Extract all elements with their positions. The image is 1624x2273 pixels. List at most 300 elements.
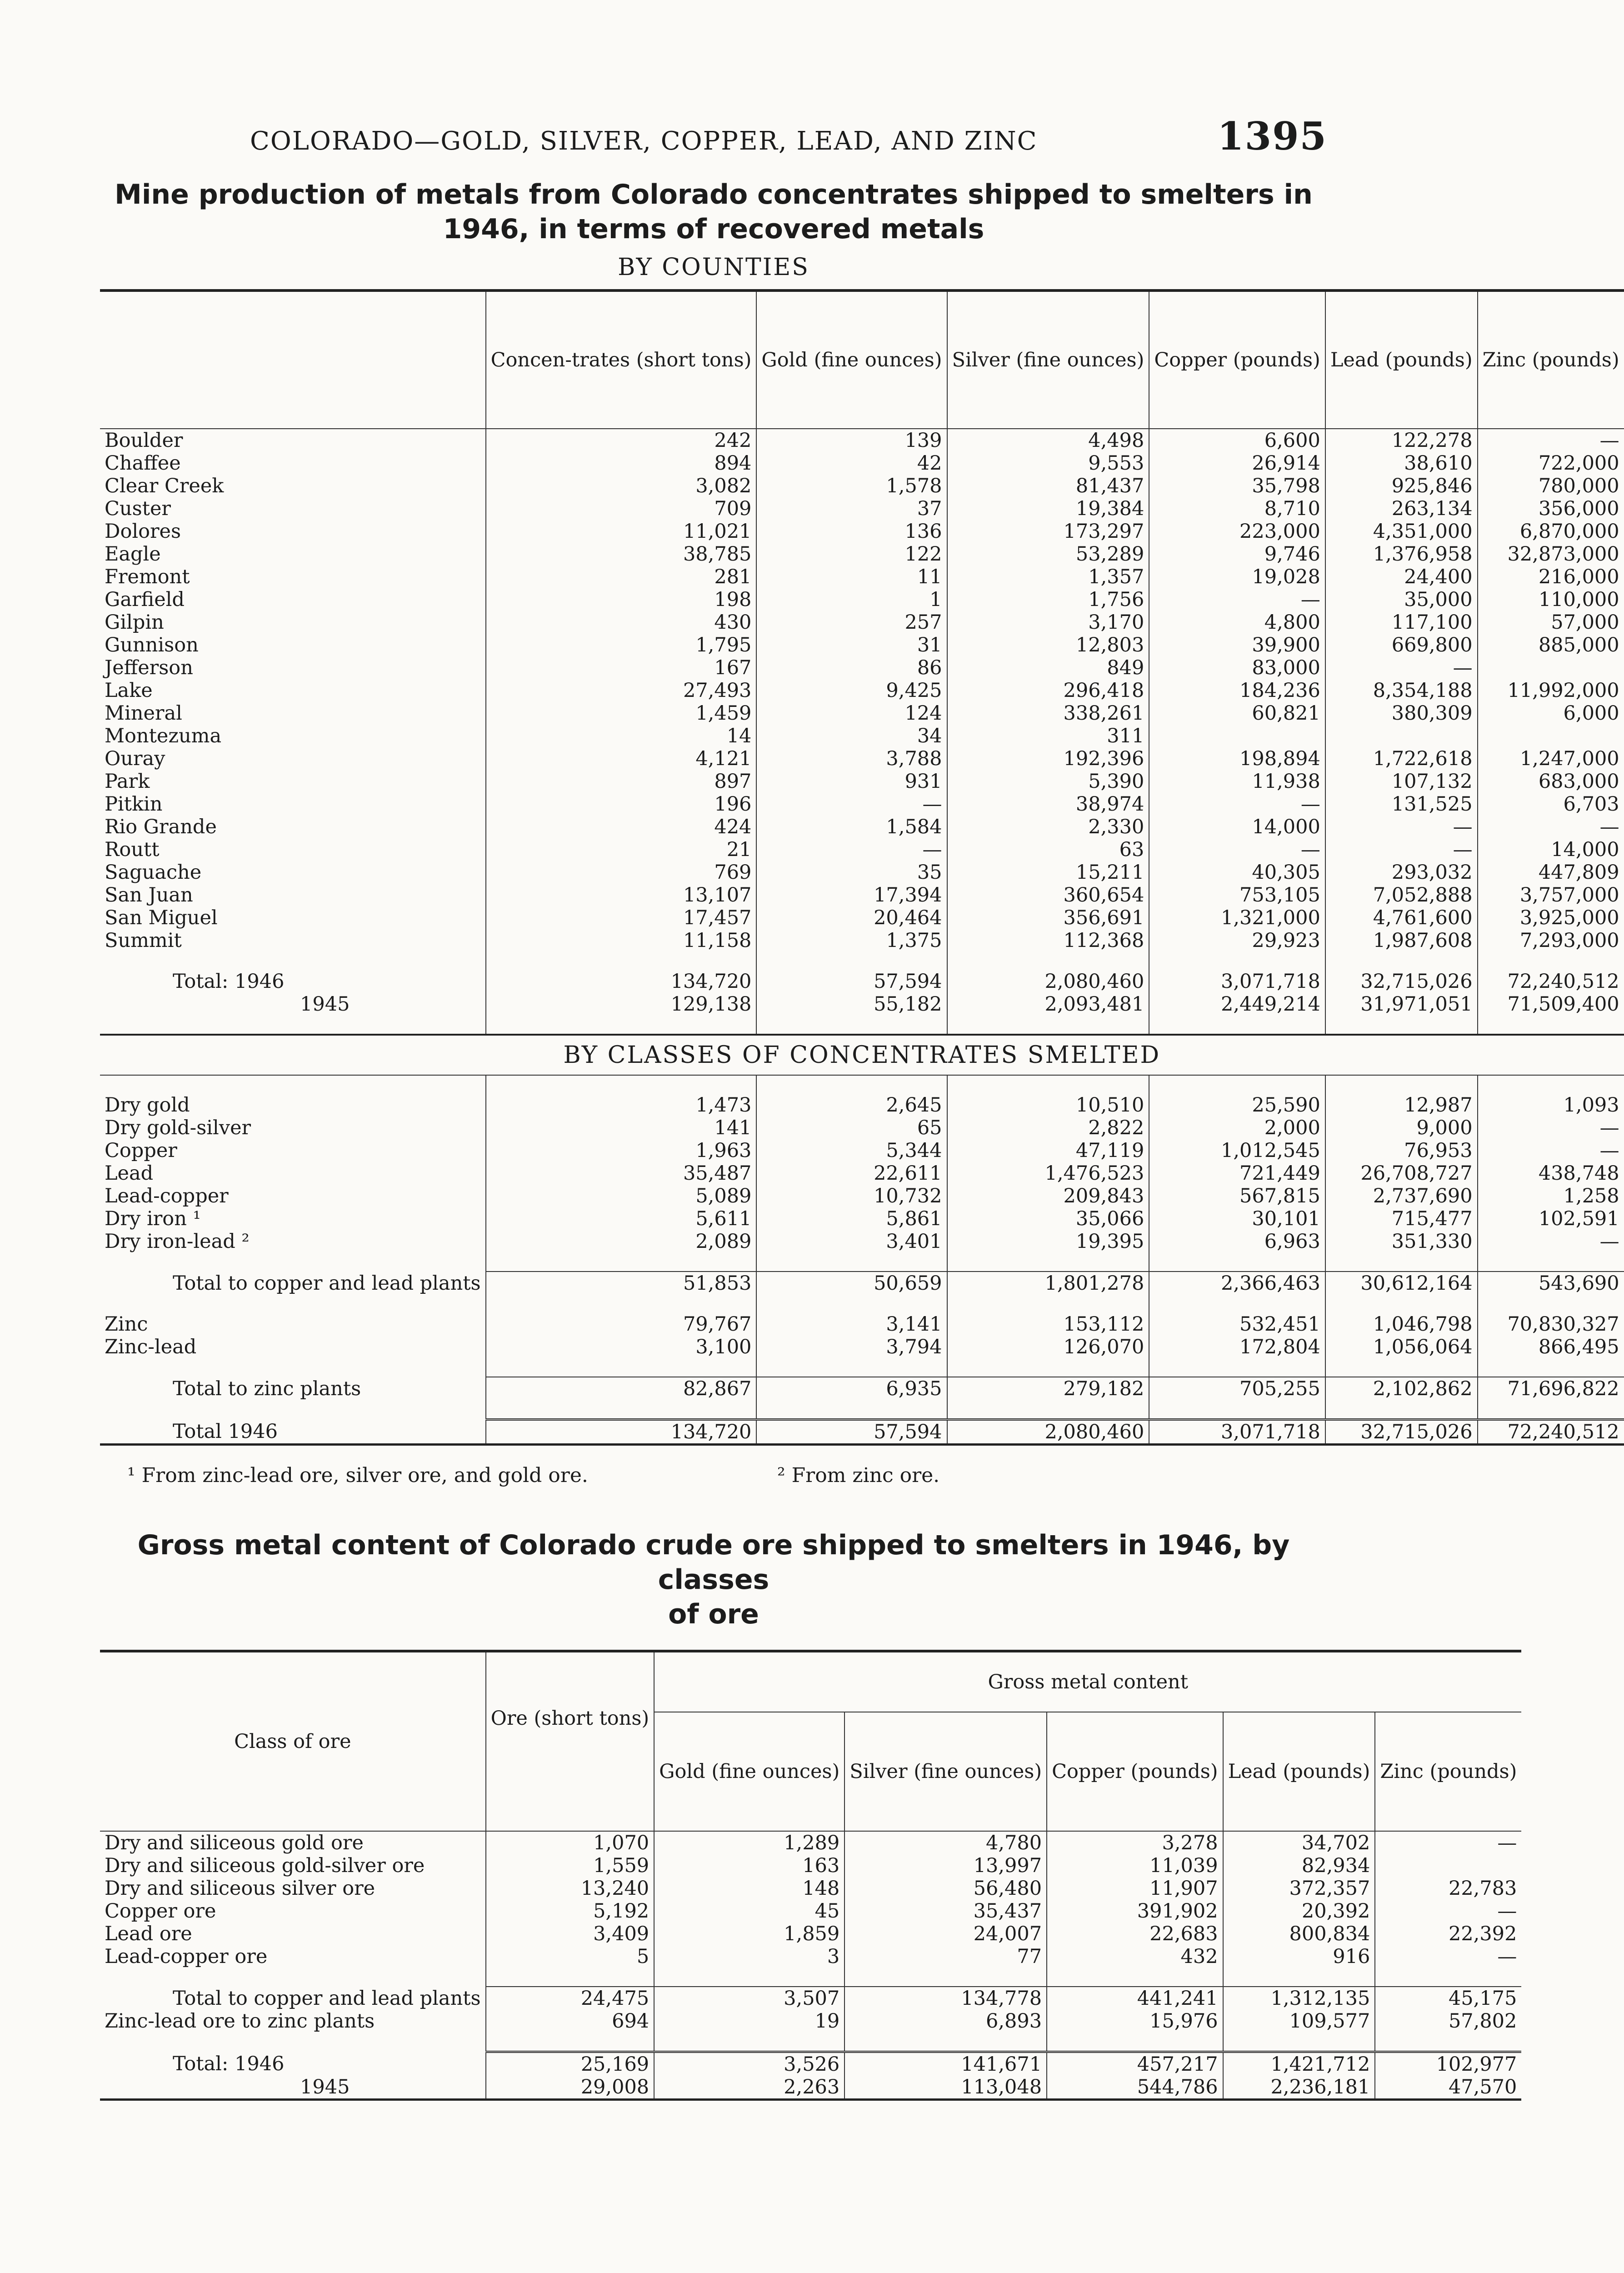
row-label: Zinc-lead [105,1336,197,1358]
cell-s: 77 [844,1945,1047,1968]
running-title: COLORADO—GOLD, SILVER, COPPER, LEAD, AND ZINC [250,126,1038,156]
row-label: Copper [105,1139,177,1162]
cell-pb: 372,357 [1223,1877,1375,1900]
cell-cu: 721,449 [1149,1162,1325,1185]
cell-c: 167 [486,656,757,679]
cell-zn: — [1375,1831,1521,1854]
cell-c: 38,785 [486,543,757,566]
cell-cu: 4,800 [1149,611,1325,634]
cell-s: 53,289 [947,543,1149,566]
cell-pb: — [1325,838,1478,861]
cell-s: 81,437 [947,475,1149,497]
classes-total1 [100,1253,1624,1313]
row-label: Eagle [105,543,161,566]
row-label: Copper ore [105,1900,216,1923]
cell-o: 5,192 [486,1900,655,1923]
table-row [100,497,1624,520]
cell-c: 1,473 [486,1094,757,1116]
table-row [100,588,1624,611]
cell-cu: 26,914 [1149,452,1325,475]
cell-g: 20,464 [756,906,947,929]
cell-g: 5,344 [756,1139,947,1162]
row-label: Gunnison [105,634,199,656]
ore-classes-body [100,1831,1521,1968]
table-row [100,1923,1521,1945]
table-row [100,793,1624,816]
cell-g: 86 [756,656,947,679]
cell-c: 14 [486,725,757,747]
cell-c: 430 [486,611,757,634]
col-gold: Gold (fine ounces) [756,290,947,429]
cell-c: 897 [486,770,757,793]
cell-cu: — [1149,588,1325,611]
row-label: Routt [105,838,160,861]
row-label: Dolores [105,520,181,543]
col-copper: Copper (pounds) [1047,1712,1223,1831]
cell-s: 173,297 [947,520,1149,543]
table2-header-row1 [100,1651,1521,1712]
table1-header-row [100,290,1624,429]
table-row: Total to zinc plants 82,867 6,935 279,182 705,255 2,102,862 71,696,822 [100,1377,1624,1400]
zinc-lead-label: Zinc-lead ore to zinc plants [105,2010,375,2033]
cell-pb: 9,000 [1325,1116,1478,1139]
row-label: Lead [105,1162,154,1185]
cell-pb: 38,610 [1325,452,1478,475]
table-row [100,884,1624,906]
cell-zn: 3,757,000 [1478,884,1624,906]
page [100,114,1619,2101]
cell-c: 79,767 [486,1313,757,1336]
col-zinc: Zinc (pounds) [1478,290,1624,429]
row-label: Mineral [105,702,182,725]
table-row [100,838,1624,861]
row-label: San Juan [105,884,193,906]
cell-g: 1,584 [756,816,947,838]
cell-pb: 263,134 [1325,497,1478,520]
table-row [100,634,1624,656]
classes-group2 [100,1313,1624,1358]
table-row [100,747,1624,770]
cell-c: 11,158 [486,929,757,952]
table-row [100,1900,1521,1923]
cell-g: 11 [756,566,947,588]
cell-g: 37 [756,497,947,520]
table2-title: Gross metal content of Colorado crude ore shipped to smelters in 1946, by classes of ore [137,1529,1290,1630]
cell-s: 35,066 [947,1207,1149,1230]
classes-section [100,1035,1624,1094]
row-label: Lead-copper ore [105,1945,268,1968]
cell-cu: 11,938 [1149,770,1325,793]
cell-g: 3,794 [756,1336,947,1358]
row-label: Dry iron-lead ² [105,1230,250,1253]
cell-pb: 20,392 [1223,1900,1375,1923]
row-label: Dry and siliceous gold-silver ore [105,1854,425,1877]
table-row [100,1139,1624,1162]
cell-cu [1149,725,1325,747]
cell-pb: 4,351,000 [1325,520,1478,543]
page-number: 1395 [1217,114,1327,159]
cell-zn: 866,495 [1478,1336,1624,1358]
cell-g: 1,859 [654,1923,844,1945]
cell-pb: — [1325,816,1478,838]
row-label: Saguache [105,861,202,884]
cell-s: 2,330 [947,816,1149,838]
cell-cu: 567,815 [1149,1185,1325,1207]
total-zinc-plants-label: Total to zinc plants [173,1377,361,1400]
cell-g: 1,578 [756,475,947,497]
cell-pb: 34,702 [1223,1831,1375,1854]
cell-c: 281 [486,566,757,588]
footnotes [100,1464,1327,1487]
cell-cu: 25,590 [1149,1094,1325,1116]
row-label: Garfield [105,588,185,611]
cell-zn: — [1478,1139,1624,1162]
row-label: Ouray [105,747,165,770]
cell-pb: 8,354,188 [1325,679,1478,702]
cell-c: 21 [486,838,757,861]
cell-g: 10,732 [756,1185,947,1207]
cell-c: 11,021 [486,520,757,543]
cell-s: 849 [947,656,1149,679]
cell-c: 2,089 [486,1230,757,1253]
cell-c: 424 [486,816,757,838]
total-1946-label: Total: 1946 [173,2052,285,2075]
table-row [100,861,1624,884]
cell-zn: 22,783 [1375,1877,1521,1900]
table-row: Total: 1946 25,169 3,526 141,671 457,217 1,421,712 102,977 [100,2052,1521,2076]
cell-pb: 916 [1223,1945,1375,1968]
row-label: Gilpin [105,611,164,634]
table-row [100,520,1624,543]
table1-title: Mine production of metals from Colorado concentrates shipped to smelters in 1946, in terms of recovered metals [115,179,1313,245]
row-label: Dry gold [105,1094,190,1116]
row-label: Custer [105,497,171,520]
cell-zn [1478,725,1624,747]
table-row: Total to copper and lead plants 51,853 50,659 1,801,278 2,366,463 30,612,164 543,690 [100,1272,1624,1295]
table-row [100,702,1624,725]
row-label: Dry iron ¹ [105,1207,201,1230]
cell-s: 1,476,523 [947,1162,1149,1185]
table1-subtitle: BY COUNTIES [618,254,810,281]
table-row [100,1877,1521,1900]
total-copper-lead-label: Total to copper and lead plants [173,1987,481,2010]
row-label: Clear Creek [105,475,224,497]
cell-cu: 11,039 [1047,1854,1223,1877]
cell-pb: 24,400 [1325,566,1478,588]
cell-zn: 7,293,000 [1478,929,1624,952]
cell-cu: 30,101 [1149,1207,1325,1230]
cell-s: 15,211 [947,861,1149,884]
cell-c: 894 [486,452,757,475]
cell-s: 4,780 [844,1831,1047,1854]
table-row [100,566,1624,588]
cell-cu: 1,012,545 [1149,1139,1325,1162]
cell-zn: 683,000 [1478,770,1624,793]
col-zinc: Zinc (pounds) [1375,1712,1521,1831]
cell-zn: 447,809 [1478,861,1624,884]
cell-pb: 1,376,958 [1325,543,1478,566]
cell-zn: — [1478,1116,1624,1139]
cell-zn: — [1478,1230,1624,1253]
cell-cu: 753,105 [1149,884,1325,906]
cell-zn: 6,703 [1478,793,1624,816]
cell-c: 5,611 [486,1207,757,1230]
county-totals [100,952,1624,1035]
cell-zn: 14,000 [1478,838,1624,861]
row-label: San Miguel [105,906,218,929]
cell-zn: — [1478,429,1624,452]
cell-pb: 800,834 [1223,1923,1375,1945]
cell-pb: 715,477 [1325,1207,1478,1230]
total-1945-label: 1945 [100,2076,486,2100]
cell-s: 13,997 [844,1854,1047,1877]
cell-c: 1,459 [486,702,757,725]
running-header [100,114,1327,164]
total-1946-label: Total: 1946 [173,970,285,993]
table-row [100,1116,1624,1139]
cell-zn: — [1375,1945,1521,1968]
table-row [100,1831,1521,1854]
cell-pb: 925,846 [1325,475,1478,497]
cell-c: 13,107 [486,884,757,906]
cell-g: 45 [654,1900,844,1923]
cell-g: 17,394 [756,884,947,906]
cell-c: 198 [486,588,757,611]
row-label: Chaffee [105,452,181,475]
cell-pb: 12,987 [1325,1094,1478,1116]
cell-zn [1478,656,1624,679]
cell-zn: 110,000 [1478,588,1624,611]
cell-o: 5 [486,1945,655,1968]
cell-cu: 3,278 [1047,1831,1223,1854]
cell-cu: 432 [1047,1945,1223,1968]
cell-g: 3,401 [756,1230,947,1253]
cell-pb: 293,032 [1325,861,1478,884]
cell-g: 31 [756,634,947,656]
cell-g: 5,861 [756,1207,947,1230]
cell-s: 24,007 [844,1923,1047,1945]
cell-zn: 780,000 [1478,475,1624,497]
cell-g: 35 [756,861,947,884]
row-label: Dry and siliceous gold ore [105,1832,364,1854]
cell-cu: 532,451 [1149,1313,1325,1336]
cell-pb: 669,800 [1325,634,1478,656]
cell-pb: 35,000 [1325,588,1478,611]
cell-s: 192,396 [947,747,1149,770]
cell-pb: 26,708,727 [1325,1162,1478,1185]
table-row [100,1313,1624,1336]
col-silver: Silver (fine ounces) [947,290,1149,429]
cell-zn: 1,093 [1478,1094,1624,1116]
cell-s: 2,822 [947,1116,1149,1139]
cell-c: 3,100 [486,1336,757,1358]
cell-s: 56,480 [844,1877,1047,1900]
cell-pb: 4,761,600 [1325,906,1478,929]
cell-c: 769 [486,861,757,884]
cell-s: 19,395 [947,1230,1149,1253]
cell-s: 1,357 [947,566,1149,588]
cell-g: 3,141 [756,1313,947,1336]
cell-zn: 11,992,000 [1478,679,1624,702]
cell-g: 1,375 [756,929,947,952]
table-row [100,1854,1521,1877]
col-lead: Lead (pounds) [1223,1712,1375,1831]
cell-zn: — [1375,1900,1521,1923]
cell-g: 931 [756,770,947,793]
cell-g: 34 [756,725,947,747]
table-row: Total: 1946 134,720 57,594 2,080,460 3,071,718 32,715,026 72,240,512 [100,970,1624,993]
cell-zn: 70,830,327 [1478,1313,1624,1336]
cell-cu: 14,000 [1149,816,1325,838]
table-row [100,429,1624,452]
gross-metal-header: Gross metal content [654,1651,1521,1712]
counties-body [100,429,1624,952]
row-label: Dry and siliceous silver ore [105,1877,375,1900]
row-label: Pitkin [105,793,163,816]
cell-s: 63 [947,838,1149,861]
cell-c: 3,082 [486,475,757,497]
row-label: Zinc [105,1313,148,1336]
cell-cu: 22,683 [1047,1923,1223,1945]
cell-cu: 184,236 [1149,679,1325,702]
table-row: Total 1946 134,720 57,594 2,080,460 3,071,718 32,715,026 72,240,512 [100,1420,1624,1445]
cell-o: 3,409 [486,1923,655,1945]
row-label: Boulder [105,429,183,452]
cell-cu: 60,821 [1149,702,1325,725]
cell-zn: 22,392 [1375,1923,1521,1945]
footnote-1: ¹ From zinc-lead ore, silver ore, and gold ore. [127,1464,588,1487]
row-label: Fremont [105,566,190,588]
cell-c: 196 [486,793,757,816]
cell-zn: 1,258 [1478,1185,1624,1207]
table-row [100,1094,1624,1116]
cell-g: 148 [654,1877,844,1900]
table-production-by-counties [100,289,1624,1446]
cell-g: 42 [756,452,947,475]
table-row [100,929,1624,952]
cell-pb: 1,722,618 [1325,747,1478,770]
table-row: 1945 29,008 2,263 113,048 544,786 2,236,181 47,570 [100,2076,1521,2100]
footnote-2: ² From zinc ore. [777,1464,940,1487]
cell-s: 35,437 [844,1900,1047,1923]
cell-s: 9,553 [947,452,1149,475]
cell-pb: 1,046,798 [1325,1313,1478,1336]
cell-pb: 1,056,064 [1325,1336,1478,1358]
cell-s: 19,384 [947,497,1149,520]
cell-zn: 216,000 [1478,566,1624,588]
grand-total-label: Total 1946 [100,1420,486,1445]
cell-cu: 39,900 [1149,634,1325,656]
class-of-ore-header: Class of ore [100,1651,486,1831]
ore-header: Ore (short tons) [486,1651,655,1831]
cell-cu: 172,804 [1149,1336,1325,1358]
classes-heading: BY CLASSES OF CONCENTRATES SMELTED [100,1035,1624,1075]
cell-zn [1375,1854,1521,1877]
cell-pb: 131,525 [1325,793,1478,816]
cell-g: 65 [756,1116,947,1139]
cell-cu: — [1149,838,1325,861]
cell-c: 242 [486,429,757,452]
table-row [100,452,1624,475]
cell-zn: 57,000 [1478,611,1624,634]
col-silver: Silver (fine ounces) [844,1712,1047,1831]
cell-cu: 8,710 [1149,497,1325,520]
cell-zn: 6,000 [1478,702,1624,725]
cell-g: 163 [654,1854,844,1877]
col-lead: Lead (pounds) [1325,290,1478,429]
col-concentrates: Concen-trates (short tons) [486,290,757,429]
row-label: Lead-copper [105,1185,229,1207]
cell-zn: 1,247,000 [1478,747,1624,770]
cell-g: 122 [756,543,947,566]
cell-g: 257 [756,611,947,634]
cell-c: 5,089 [486,1185,757,1207]
table-gross-metal-content [100,1650,1521,2101]
cell-s: 126,070 [947,1336,1149,1358]
cell-g: 136 [756,520,947,543]
cell-s: 38,974 [947,793,1149,816]
cell-c: 709 [486,497,757,520]
cell-zn: 102,591 [1478,1207,1624,1230]
cell-pb [1325,725,1478,747]
cell-s: 47,119 [947,1139,1149,1162]
cell-s: 1,756 [947,588,1149,611]
table-row [100,611,1624,634]
cell-s: 356,691 [947,906,1149,929]
cell-g: 124 [756,702,947,725]
classes-total2 [100,1358,1624,1445]
cell-g: 3,788 [756,747,947,770]
col-copper: Copper (pounds) [1149,290,1325,429]
row-label: Jefferson [105,656,193,679]
cell-g: 22,611 [756,1162,947,1185]
table-row: 1945 129,138 55,182 2,093,481 2,449,214 31,971,051 71,509,400 [100,993,1624,1016]
cell-zn: 6,870,000 [1478,520,1624,543]
cell-g: — [756,838,947,861]
cell-o: 1,070 [486,1831,655,1854]
cell-cu: 2,000 [1149,1116,1325,1139]
table-row [100,1162,1624,1185]
cell-cu: — [1149,793,1325,816]
cell-zn: 32,873,000 [1478,543,1624,566]
table-row [100,1230,1624,1253]
cell-g: 3 [654,1945,844,1968]
cell-s: 10,510 [947,1094,1149,1116]
cell-zn: 722,000 [1478,452,1624,475]
row-label: Lead ore [105,1923,192,1945]
row-label: Montezuma [105,725,222,747]
cell-cu: 35,798 [1149,475,1325,497]
cell-c: 17,457 [486,906,757,929]
table-row: Zinc-lead ore to zinc plants 694 19 6,893 15,976 109,577 57,802 [100,2010,1521,2033]
cell-c: 27,493 [486,679,757,702]
table-row [100,679,1624,702]
cell-o: 1,559 [486,1854,655,1877]
table-row [100,475,1624,497]
cell-zn: — [1478,816,1624,838]
cell-pb: 107,132 [1325,770,1478,793]
cell-c: 4,121 [486,747,757,770]
cell-o: 13,240 [486,1877,655,1900]
cell-s: 338,261 [947,702,1149,725]
cell-s: 296,418 [947,679,1149,702]
cell-cu: 19,028 [1149,566,1325,588]
row-label: Rio Grande [105,816,217,838]
cell-zn: 885,000 [1478,634,1624,656]
cell-s: 5,390 [947,770,1149,793]
cell-s: 112,368 [947,929,1149,952]
cell-zn: 438,748 [1478,1162,1624,1185]
